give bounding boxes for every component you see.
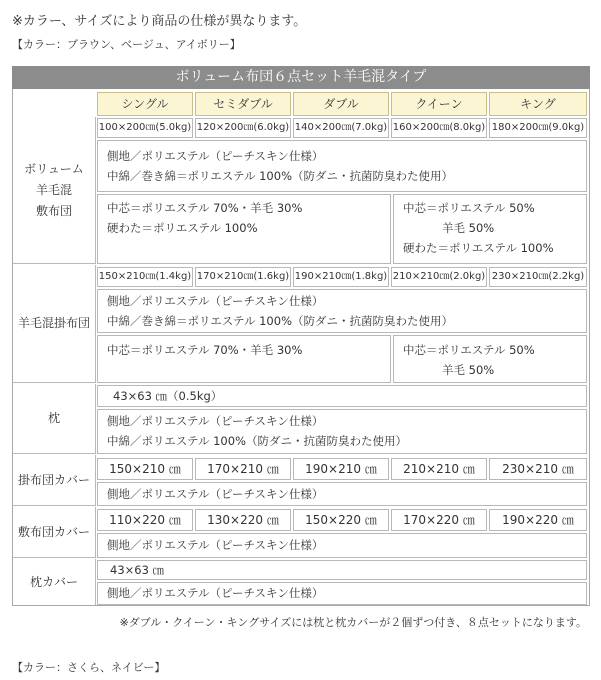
futon-material-cover: 側地／ポリエステル（ピーチスキン仕様） — [107, 149, 324, 163]
color-label-sakura-navy: 【カラー：さくら、ネイビー】 — [12, 661, 166, 674]
header-double: ダブル — [293, 92, 389, 116]
futon-core-a-line-2: 硬わた＝ポリエステル 100% — [107, 221, 258, 235]
header-queen: クイーン — [391, 92, 487, 116]
futon-size-single: 100×200㎝(5.0kg) — [97, 118, 193, 138]
futon-core-b-line-2: 羊毛 50% — [442, 221, 495, 235]
pillow-cover-size-box — [97, 560, 587, 580]
futon-cover-size-king: 190×220 ㎝ — [489, 509, 587, 531]
header-single: シングル — [97, 92, 193, 116]
row-label-comforter: 羊毛混掛布団 — [13, 265, 96, 383]
comforter-cover-material: 側地／ポリエステル（ピーチスキン仕様） — [107, 487, 324, 501]
futon-size-queen: 160×200㎝(8.0kg) — [391, 118, 487, 138]
futon-core-a-line-1: 中芯＝ポリエステル 70%・羊毛 30% — [107, 201, 303, 215]
color-label-brown-beige-ivory: 【カラー：ブラウン、ベージュ、アイボリー】 — [12, 38, 241, 51]
comforter-material-filling: 中綿／巻き綿＝ポリエステル 100%（防ダニ・抗菌防臭わた使用） — [107, 314, 453, 328]
comforter-cover-size-queen: 210×210 ㎝ — [391, 458, 487, 480]
pillow-cover-size: 43×63 ㎝ — [110, 563, 165, 577]
row-label-pillow: 枕 — [13, 384, 96, 454]
futon-size-king: 180×200㎝(9.0kg) — [489, 118, 587, 138]
comforter-material-cover: 側地／ポリエステル（ピーチスキン仕様） — [107, 294, 324, 308]
row-label-pillow-cover: 枕カバー — [13, 559, 96, 605]
futon-cover-size-double: 150×220 ㎝ — [293, 509, 389, 531]
table-title: ボリューム布団６点セット羊毛混タイプ — [12, 66, 590, 89]
pillow-material-cover: 側地／ポリエステル（ピーチスキン仕様） — [107, 414, 324, 428]
futon-cover-size-single: 110×220 ㎝ — [97, 509, 193, 531]
row-label-futon-line-3: 敷布団 — [35, 203, 72, 218]
futon-cover-material: 側地／ポリエステル（ピーチスキン仕様） — [107, 538, 324, 552]
futon-core-b-line-1: 中芯＝ポリエステル 50% — [403, 201, 535, 215]
futon-cover-size-queen: 170×220 ㎝ — [391, 509, 487, 531]
pillow-material-filling: 中綿／ポリエステル 100%（防ダニ・抗菌防臭わた使用） — [107, 434, 407, 448]
comforter-cover-size-semi-double: 170×210 ㎝ — [195, 458, 291, 480]
comforter-core-b-line-2: 羊毛 50% — [442, 363, 495, 377]
comforter-core-a-line-1: 中芯＝ポリエステル 70%・羊毛 30% — [107, 343, 303, 357]
comforter-size-double: 190×210㎝(1.8kg) — [293, 267, 389, 287]
comforter-size-single: 150×210㎝(1.4kg) — [97, 267, 193, 287]
comforter-size-queen: 210×210㎝(2.0kg) — [391, 267, 487, 287]
spec-note: ※カラー、サイズにより商品の仕様が異なります。 — [12, 14, 307, 29]
row-label-futon-line-1: ボリューム — [24, 161, 84, 176]
futon-material-filling: 中綿／巻き綿＝ポリエステル 100%（防ダニ・抗菌防臭わた使用） — [107, 169, 453, 183]
comforter-core-b-line-1: 中芯＝ポリエステル 50% — [403, 343, 535, 357]
row-label-comforter-cover: 掛布団カバー — [13, 455, 96, 506]
pillow-size: 43×63 ㎝（0.5kg） — [113, 389, 223, 403]
row-label-futon-line-2: 羊毛混 — [35, 182, 72, 197]
comforter-size-semi-double: 170×210㎝(1.6kg) — [195, 267, 291, 287]
futon-size-double: 140×200㎝(7.0kg) — [293, 118, 389, 138]
futon-size-semi-double: 120×200㎝(6.0kg) — [195, 118, 291, 138]
row-label-futon-cover: 敷布団カバー — [13, 507, 96, 558]
row-label-futon — [13, 117, 96, 264]
futon-cover-size-semi-double: 130×220 ㎝ — [195, 509, 291, 531]
header-semi-double: セミダブル — [195, 92, 291, 116]
comforter-cover-size-king: 230×210 ㎝ — [489, 458, 587, 480]
pillow-cover-material: 側地／ポリエステル（ピーチスキン仕様） — [107, 586, 324, 600]
set-footnote: ※ダブル・クイーン・キングサイズには枕と枕カバーが２個ずつ付き、８点セットになります。 — [119, 616, 587, 629]
comforter-cover-size-single: 150×210 ㎝ — [97, 458, 193, 480]
header-king: キング — [489, 92, 587, 116]
comforter-size-king: 230×210㎝(2.2kg) — [489, 267, 587, 287]
comforter-cover-size-double: 190×210 ㎝ — [293, 458, 389, 480]
futon-core-b-line-3: 硬わた＝ポリエステル 100% — [403, 241, 554, 255]
